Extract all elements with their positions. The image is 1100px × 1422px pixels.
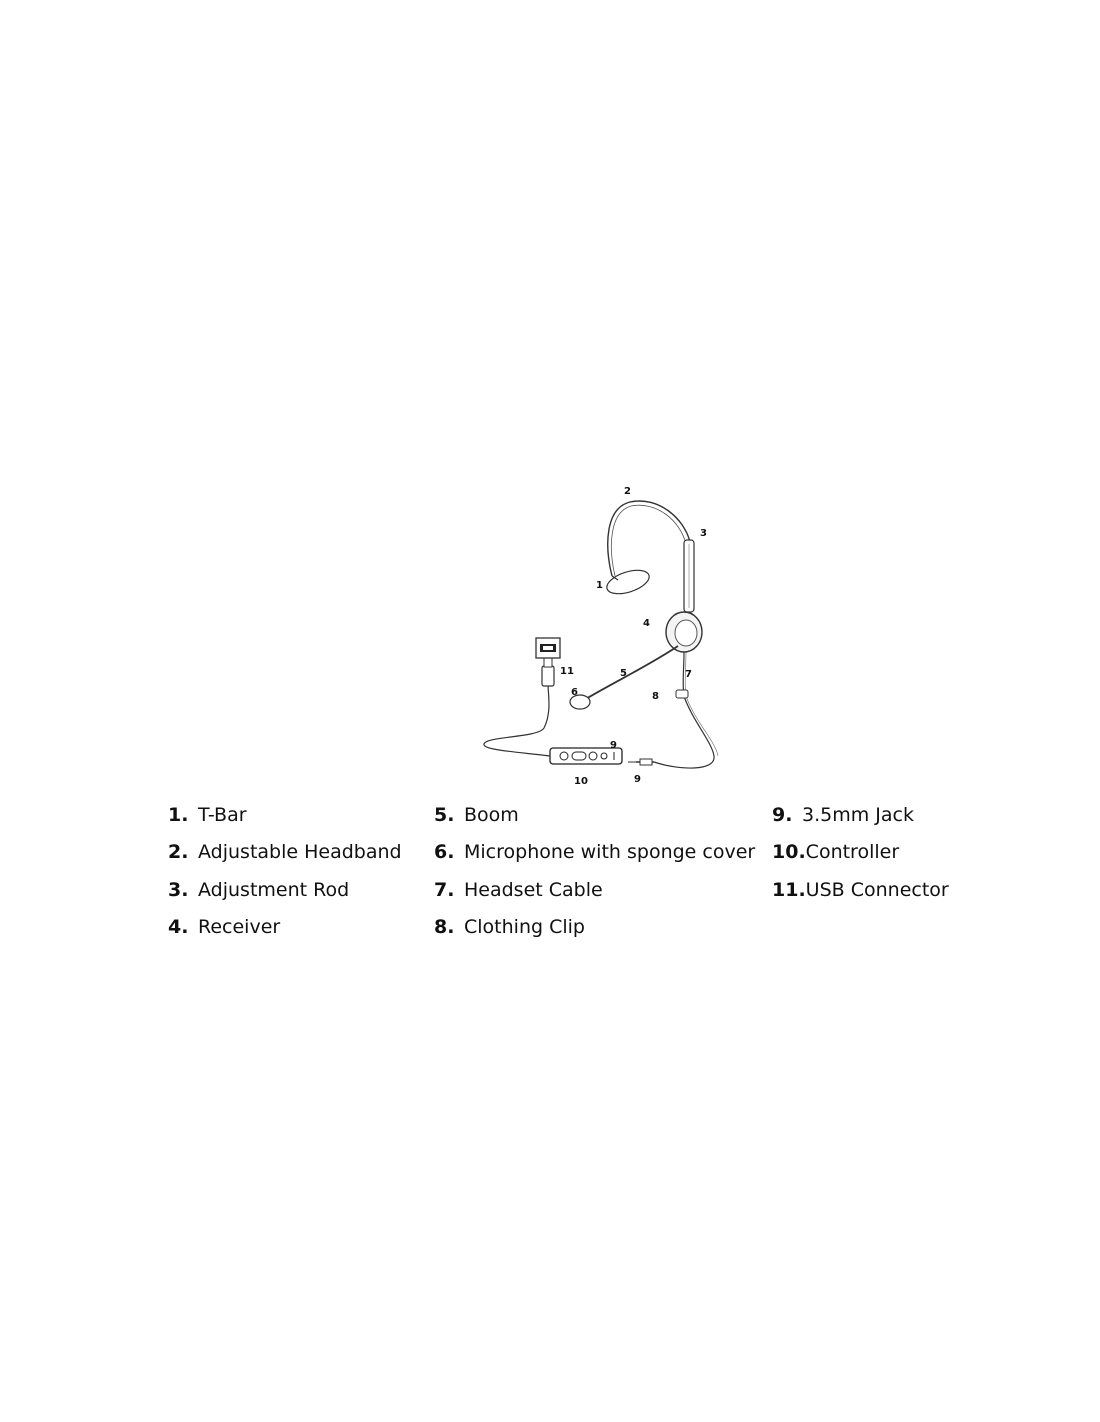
callout-2: 2 xyxy=(624,486,631,497)
legend-label: Microphone with sponge cover xyxy=(464,841,756,863)
callout-6: 6 xyxy=(571,687,578,698)
callout-7: 7 xyxy=(685,669,692,680)
headset-illustration xyxy=(478,484,724,790)
callout-11: 11 xyxy=(560,666,574,677)
legend-label: 3.5mm Jack xyxy=(802,804,914,826)
jack-plug xyxy=(628,759,654,765)
legend-item-headset-cable xyxy=(434,875,603,905)
legend-label: Boom xyxy=(464,804,519,826)
legend-number: 6. xyxy=(434,841,455,863)
legend-item-microphone xyxy=(434,837,755,867)
legend-number: 7. xyxy=(434,879,455,901)
legend-label: Controller xyxy=(805,841,900,863)
legend-item-clothing-clip xyxy=(434,912,585,942)
clothing-clip xyxy=(676,690,688,698)
callout-4: 4 xyxy=(643,618,650,629)
callout-9-jack: 9 xyxy=(634,774,641,785)
legend-number: 5. xyxy=(434,804,455,826)
callout-1: 1 xyxy=(596,580,603,591)
legend-label: Adjustment Rod xyxy=(198,879,350,901)
legend-item-receiver xyxy=(168,912,280,942)
legend-number: 10. xyxy=(772,841,806,863)
legend-item-t-bar xyxy=(168,800,247,830)
boom xyxy=(584,646,678,700)
usb-port xyxy=(536,638,560,658)
legend-number: 3. xyxy=(168,879,189,901)
adjustable-headband xyxy=(608,501,690,576)
legend-label: Adjustable Headband xyxy=(198,841,402,863)
parts-legend xyxy=(0,800,1100,950)
callout-9-controller: 9 xyxy=(610,740,617,751)
legend-number: 11. xyxy=(772,879,806,901)
legend-label: USB Connector xyxy=(805,879,949,901)
legend-label: Headset Cable xyxy=(464,879,603,901)
legend-item-jack xyxy=(772,800,914,830)
legend-number: 8. xyxy=(434,916,455,938)
usb-cable xyxy=(484,684,550,756)
usb-connector xyxy=(542,666,554,686)
callout-3: 3 xyxy=(700,528,707,539)
legend-number: 2. xyxy=(168,841,189,863)
legend-label: T-Bar xyxy=(198,804,247,826)
headset-diagram xyxy=(478,484,724,790)
legend-item-usb-connector xyxy=(772,875,949,905)
legend-number: 4. xyxy=(168,916,189,938)
legend-label: Receiver xyxy=(198,916,281,938)
legend-number: 1. xyxy=(168,804,189,826)
callout-8: 8 xyxy=(652,691,659,702)
legend-label: Clothing Clip xyxy=(464,916,585,938)
legend-item-controller xyxy=(772,837,899,867)
legend-number: 9. xyxy=(772,804,793,826)
callout-5: 5 xyxy=(620,668,627,679)
legend-item-boom xyxy=(434,800,519,830)
callout-10: 10 xyxy=(574,776,588,787)
legend-item-adjustable-headband xyxy=(168,837,402,867)
legend-item-adjustment-rod xyxy=(168,875,349,905)
